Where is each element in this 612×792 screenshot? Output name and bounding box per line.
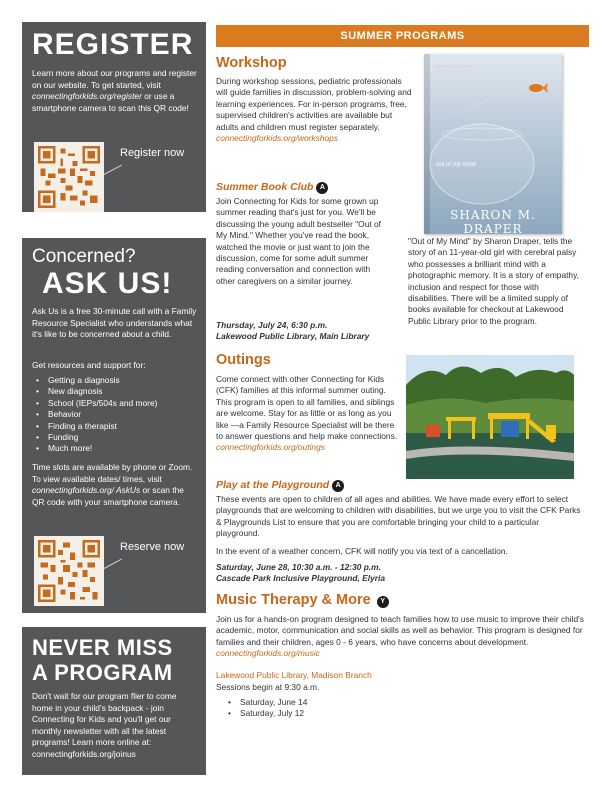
- register-panel: [22, 22, 206, 212]
- list-item: • Funding: [48, 432, 157, 443]
- playground-details: Saturday, June 28, 10:30 a.m. - 12:30 p.m. Cascade Park Inclusive Playground, Elyria: [216, 562, 385, 584]
- music-link[interactable]: connectingforkids.org/music: [216, 648, 320, 659]
- ask-us-link[interactable]: connectingforkids.org/ AskUs: [32, 485, 141, 495]
- list-item: • New diagnosis: [48, 386, 157, 397]
- playground-heading: Play at the Playground A: [216, 479, 344, 492]
- outings-link[interactable]: connectingforkids.org/outings: [216, 442, 325, 453]
- qr-pointer-line: [104, 559, 122, 569]
- register-link[interactable]: connectingforkids.org/register: [32, 91, 142, 101]
- playground-illustration: [406, 355, 574, 479]
- ask-us-intro: Ask Us is a free 30-minute call with a Family Resource Specialist who understands what it's like to be concerned about a child.: [32, 306, 197, 339]
- list-item: • Saturday, July 12: [240, 708, 307, 719]
- music-heading: Music Therapy & More Y: [216, 592, 389, 608]
- music-location: Lakewood Public Library, Madison Branch: [216, 670, 372, 680]
- newsletter-title: NEVER MISS A PROGRAM: [32, 635, 173, 685]
- music-date-list: [240, 697, 307, 720]
- register-qr-code[interactable]: [34, 142, 104, 212]
- list-item: • Saturday, June 14: [240, 697, 307, 708]
- playground-weather-note: In the event of a weather concern, CFK will notify you via text of a cancellation.: [216, 546, 508, 556]
- ask-us-title: ASK US!: [42, 267, 173, 300]
- register-qr-label: Register now: [120, 147, 185, 159]
- list-item: • Getting a diagnosis: [48, 375, 157, 386]
- music-text: Join us for a hands-on program designed to teach families how to use music to improve their child's academic, motor, communication and social skills as well as behavior. This program is designed for families and their children, ages 0 - 6 years, who have concerns about development. connectingforkids.org/music: [216, 614, 584, 659]
- workshop-link[interactable]: connectingforkids.org/workshops: [216, 133, 338, 144]
- list-item: • Much more!: [48, 443, 157, 454]
- ask-us-subtitle: Concerned?: [32, 246, 136, 267]
- outings-heading: Outings: [216, 352, 271, 368]
- outings-text: Come connect with other Connecting for Kids (CFK) families at this informal summer outing. This program is open to all families, and siblings are welcome. Stay for as little or as long as you like —a Family Resource Specialist will be there to answer questions and help make connections. connectingforkids.org/outings: [216, 374, 398, 453]
- qr-pointer-line: [104, 165, 122, 175]
- list-item: • Behavior: [48, 409, 157, 420]
- music-sessions: Sessions begin at 9:30 a.m.: [216, 682, 320, 692]
- qr-code-icon: [38, 540, 100, 602]
- reserve-qr-label: Reserve now: [120, 541, 185, 553]
- list-item: • Finding a therapist: [48, 421, 157, 432]
- register-text: Learn more about our programs and register on our website. To get started, visit connectingforkids.org/register or use a smartphone camera to scan this QR code!: [32, 68, 197, 113]
- reserve-qr-code[interactable]: [34, 536, 104, 606]
- newsletter-panel: [22, 627, 206, 775]
- ask-us-panel: [22, 238, 206, 613]
- playground-text: These events are open to children of all ages and abilities. We have made every effort to select playgrounds that are welcoming to children with disabilities, but we urge you to visit the CFK Parks & Playgrounds List to ensure that you are comfortable bringing your child to a particular playground.: [216, 494, 581, 539]
- goldfish-bowl-illustration: [424, 54, 562, 234]
- workshop-text: During workshop sessions, pediatric professionals will guide families in discussion, problem-solving and learning experiences. For in-person programs, free, supervised children's activities are available but adults and children must register separately. connectingforkids.org/workshops: [216, 76, 412, 144]
- book-club-heading: Summer Book Club A: [216, 181, 328, 194]
- badge-icon: A: [316, 182, 328, 194]
- list-item: • School (IEPs/504s and more): [48, 398, 157, 409]
- book-club-text: Join Connecting for Kids for some grown up summer reading that's just for you. We'll be discussing the young adult bestseller "Out of My Mind." Whether you've read the book, watched the movie or just want to join the discussion, come for some adult summer reading conversation and connection with other caregivers on a similar journey.: [216, 196, 381, 286]
- workshop-heading: Workshop: [216, 55, 287, 71]
- section-banner: SUMMER PROGRAMS: [216, 25, 589, 47]
- book-cover-image: [424, 54, 562, 234]
- book-cover-tagline: · · · · · · · · · · · · · ·: [436, 64, 474, 69]
- book-cover-author: SHARON M. DRAPER: [450, 208, 536, 234]
- playground-photo: [406, 355, 574, 479]
- book-club-details: Thursday, July 24, 6:30 p.m. Lakewood Public Library, Main Library: [216, 320, 370, 342]
- book-description: "Out of My Mind" by Sharon Draper, tells the story of an 11-year-old girl with cerebral palsy who possesses a brilliant mind with a photographic memory. It is a story of empathy, inclusion and respect for those with disabilities. There will be a limited supply of books available for checkout at Lakewood Public Library prior to the program.: [408, 236, 579, 326]
- qr-code-icon: [38, 146, 100, 208]
- ask-us-topic-list: [48, 375, 157, 455]
- register-title: REGISTER: [32, 28, 194, 61]
- book-cover-title: out of my mind: [436, 162, 476, 168]
- ask-us-support-heading: Get resources and support for:: [32, 360, 146, 370]
- badge-icon: Y: [377, 596, 389, 608]
- newsletter-text: Don't wait for our program flier to come home in your child's backpack - join Connecting for Kids and you'll get our monthly newsletter with all the latest programs! Learn more online at: connectingforkids.org/joinus: [32, 691, 177, 759]
- badge-icon: A: [332, 480, 344, 492]
- ask-us-slots-text: Time slots are available by phone or Zoom. To view available dates/ times, visit connectingforkids.org/ AskUs or scan the QR code with your smartphone camera.: [32, 462, 193, 507]
